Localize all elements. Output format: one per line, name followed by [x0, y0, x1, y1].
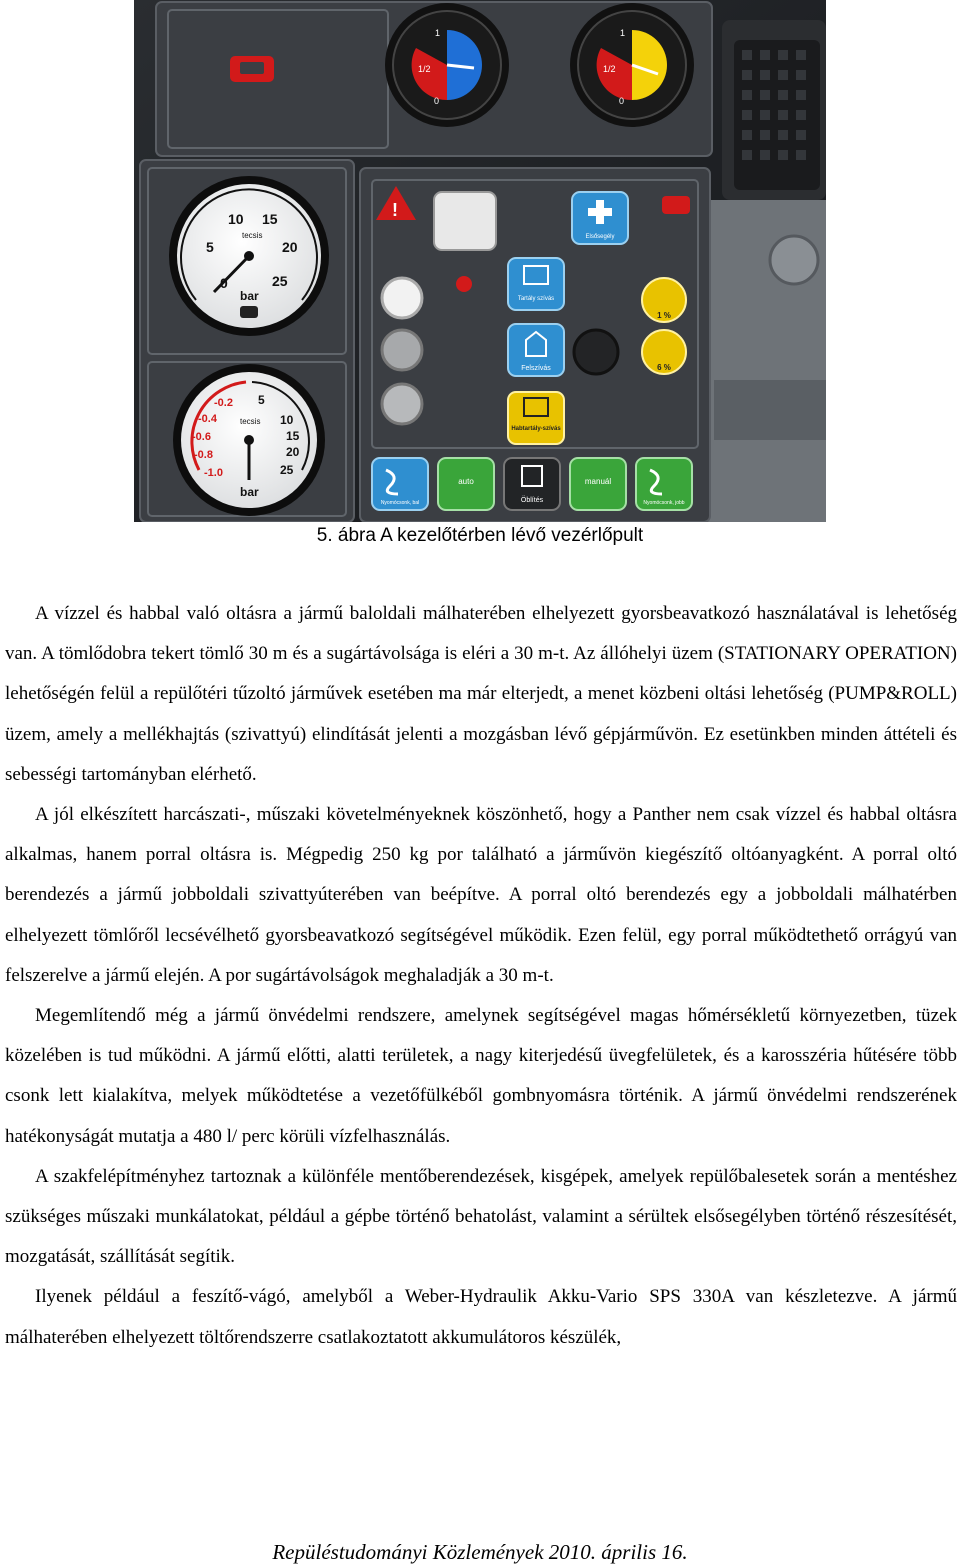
gauge-tick: 20	[282, 239, 298, 255]
control-panel-photo	[134, 0, 826, 522]
vacuum-tick: 10	[280, 413, 294, 427]
gauge-brand: tecsis	[240, 417, 261, 426]
gauge-tick: 15	[262, 211, 278, 227]
auto-button[interactable]	[438, 458, 494, 510]
button-label: Nyomócsonk, jobb	[643, 500, 685, 506]
article-body	[5, 594, 957, 1358]
pressure-outlet-right-button[interactable]	[636, 458, 692, 510]
button-label: 6 %	[657, 363, 671, 372]
gauge-tick: 1	[435, 28, 441, 38]
paragraph: A jól elkészített harcászati-, műszaki követelményeknek köszönhető, hogy a Panther nem csak vízzel és habbal oltásra alkalmas, hanem porral oltásra is. Mégpedig 250 kg por található a járművön kiegészítő oltóanyagként. A porral oltó berendezés a jármű jobboldali szivattyúterében van beépítve. A porral oltó berendezés egy a jobboldali málhatérben elhelyezett tömlőről lecsévélhető gyorsbeavatkozó segítségével működik. Ezen felül, egy porral működtethető orrágyú van felszerelve a jármű elején. A por sugártávolságok meghaladják a 30 m-t.	[5, 804, 957, 986]
suction-button[interactable]	[508, 324, 564, 376]
flush-button[interactable]	[504, 458, 560, 510]
grey-round-button[interactable]	[382, 384, 422, 424]
gauge-tick: 5	[206, 239, 214, 255]
gauge-tick: 10	[228, 211, 244, 227]
paragraph: A szakfelépítményhez tartoznak a különféle mentőberendezések, kisgépek, amelyek repülőbalesetek során a mentéshez szükséges műszaki munkálatokat, például a gépbe történő behatolást, valamint a sérültek elsősegélyben történő részesítését, mozgatását, szállítását segítik.	[5, 1165, 957, 1268]
vacuum-tick: 25	[280, 463, 294, 477]
paragraph: Ilyenek például a feszítő-vágó, amelyből a Weber-Hydraulik Akku-Vario SPS 330A van készletezve. A jármű málhaterében elhelyezett töltőrendszerre csatlakoztatott akkumulátoros készülék,	[5, 1286, 957, 1348]
gauge-tick: 1/2	[418, 64, 431, 74]
button-label: Elsősegély	[585, 234, 615, 240]
gauge-tick: 25	[272, 273, 288, 289]
vacuum-gauge	[173, 364, 325, 516]
display-window	[434, 192, 496, 250]
gauge-tick: 0	[619, 96, 625, 106]
tank-suction-button[interactable]	[508, 258, 564, 310]
brand-logo	[662, 196, 690, 214]
button-label: Felszívás	[521, 365, 551, 372]
foam-level-gauge	[570, 3, 694, 127]
gauge-unit: bar	[240, 289, 259, 303]
button-label: Öblítés	[520, 497, 544, 504]
foam-6-percent-button[interactable]	[642, 330, 686, 374]
brand-logo	[230, 56, 274, 82]
gauge-tick: 1	[620, 28, 626, 38]
vacuum-tick: -1.0	[204, 467, 223, 479]
vacuum-tick: 5	[258, 393, 265, 407]
pressure-gauge	[169, 176, 329, 336]
manual-button[interactable]	[570, 458, 626, 510]
button-label: Tartály szívás	[517, 296, 555, 302]
button-label: auto	[458, 477, 474, 486]
page-footer: Repüléstudományi Közlemények 2010. április 16.	[272, 1540, 688, 1564]
vacuum-tick: -0.6	[192, 431, 211, 443]
indicator-light	[456, 276, 472, 292]
grey-round-button[interactable]	[382, 330, 422, 370]
gauge-tick: 1/2	[603, 64, 616, 74]
vacuum-tick: -0.8	[194, 449, 213, 461]
pressure-outlet-left-button[interactable]	[372, 458, 428, 510]
button-label: Habtartály-szívás	[511, 426, 561, 432]
svg-text:!: !	[392, 200, 398, 220]
button-label: manuál	[584, 477, 612, 486]
vacuum-tick: 20	[286, 445, 300, 459]
white-round-button[interactable]	[382, 278, 422, 318]
dark-round-button[interactable]	[574, 330, 618, 374]
gauge-brand: tecsis	[242, 231, 263, 240]
button-label: Nyomócsonk, bal	[380, 500, 420, 506]
foam-1-percent-button[interactable]	[642, 278, 686, 322]
gauge-logo	[240, 306, 258, 318]
figure-caption: 5. ábra A kezelőtérben lévő vezérlőpult	[316, 525, 644, 546]
vacuum-tick: 15	[286, 429, 300, 443]
vacuum-tick: -0.2	[214, 397, 233, 409]
paragraph: Megemlítendő még a jármű önvédelmi rendszere, amelynek segítségével magas hőmérsékletű környezetben, tüzek közelében is tud működni. A jármű előtti, alatti területek, a nagy kiterjedésű üvegfelületek, és a karosszéria hűtésére több csonk lett kialakítva, melyek működtetése a vezetőfülkéből gombnyomásra történik. A jármű önvédelmi rendszerének hatékonyságát mutatja a 480 l/ perc körüli vízfelhasználás.	[5, 1005, 957, 1147]
gauge-tick: 0	[220, 275, 228, 291]
paragraph: A vízzel és habbal való oltásra a jármű baloldali málhaterében elhelyezett gyorsbeavatkozó használatával is lehetőség van. A tömlődobra tekert tömlő 30 m és a sugártávolsága is eléri a 30 m-t. Az állóhelyi üzem (STATIONARY OPERATION) lehetőségén felül a repülőtéri tűzoltó járművek esetében ma már elterjedt, a menet közbeni oltási lehetőség (PUMP&ROLL) üzem, amely a mellékhajtás (szivattyú) elindítását jelenti a mozgásban lévő gépjárművön. Ez esetünkben minden áttételi és sebességi tartományban elérhető.	[5, 603, 957, 785]
gauge-unit: bar	[240, 485, 259, 499]
water-level-gauge	[385, 3, 509, 127]
button-label: 1 %	[657, 311, 671, 320]
vacuum-tick: -0.4	[198, 413, 217, 425]
first-aid-button[interactable]	[572, 192, 628, 244]
gauge-tick: 0	[434, 96, 440, 106]
foam-tank-button[interactable]	[508, 392, 564, 444]
pedal	[706, 20, 826, 522]
